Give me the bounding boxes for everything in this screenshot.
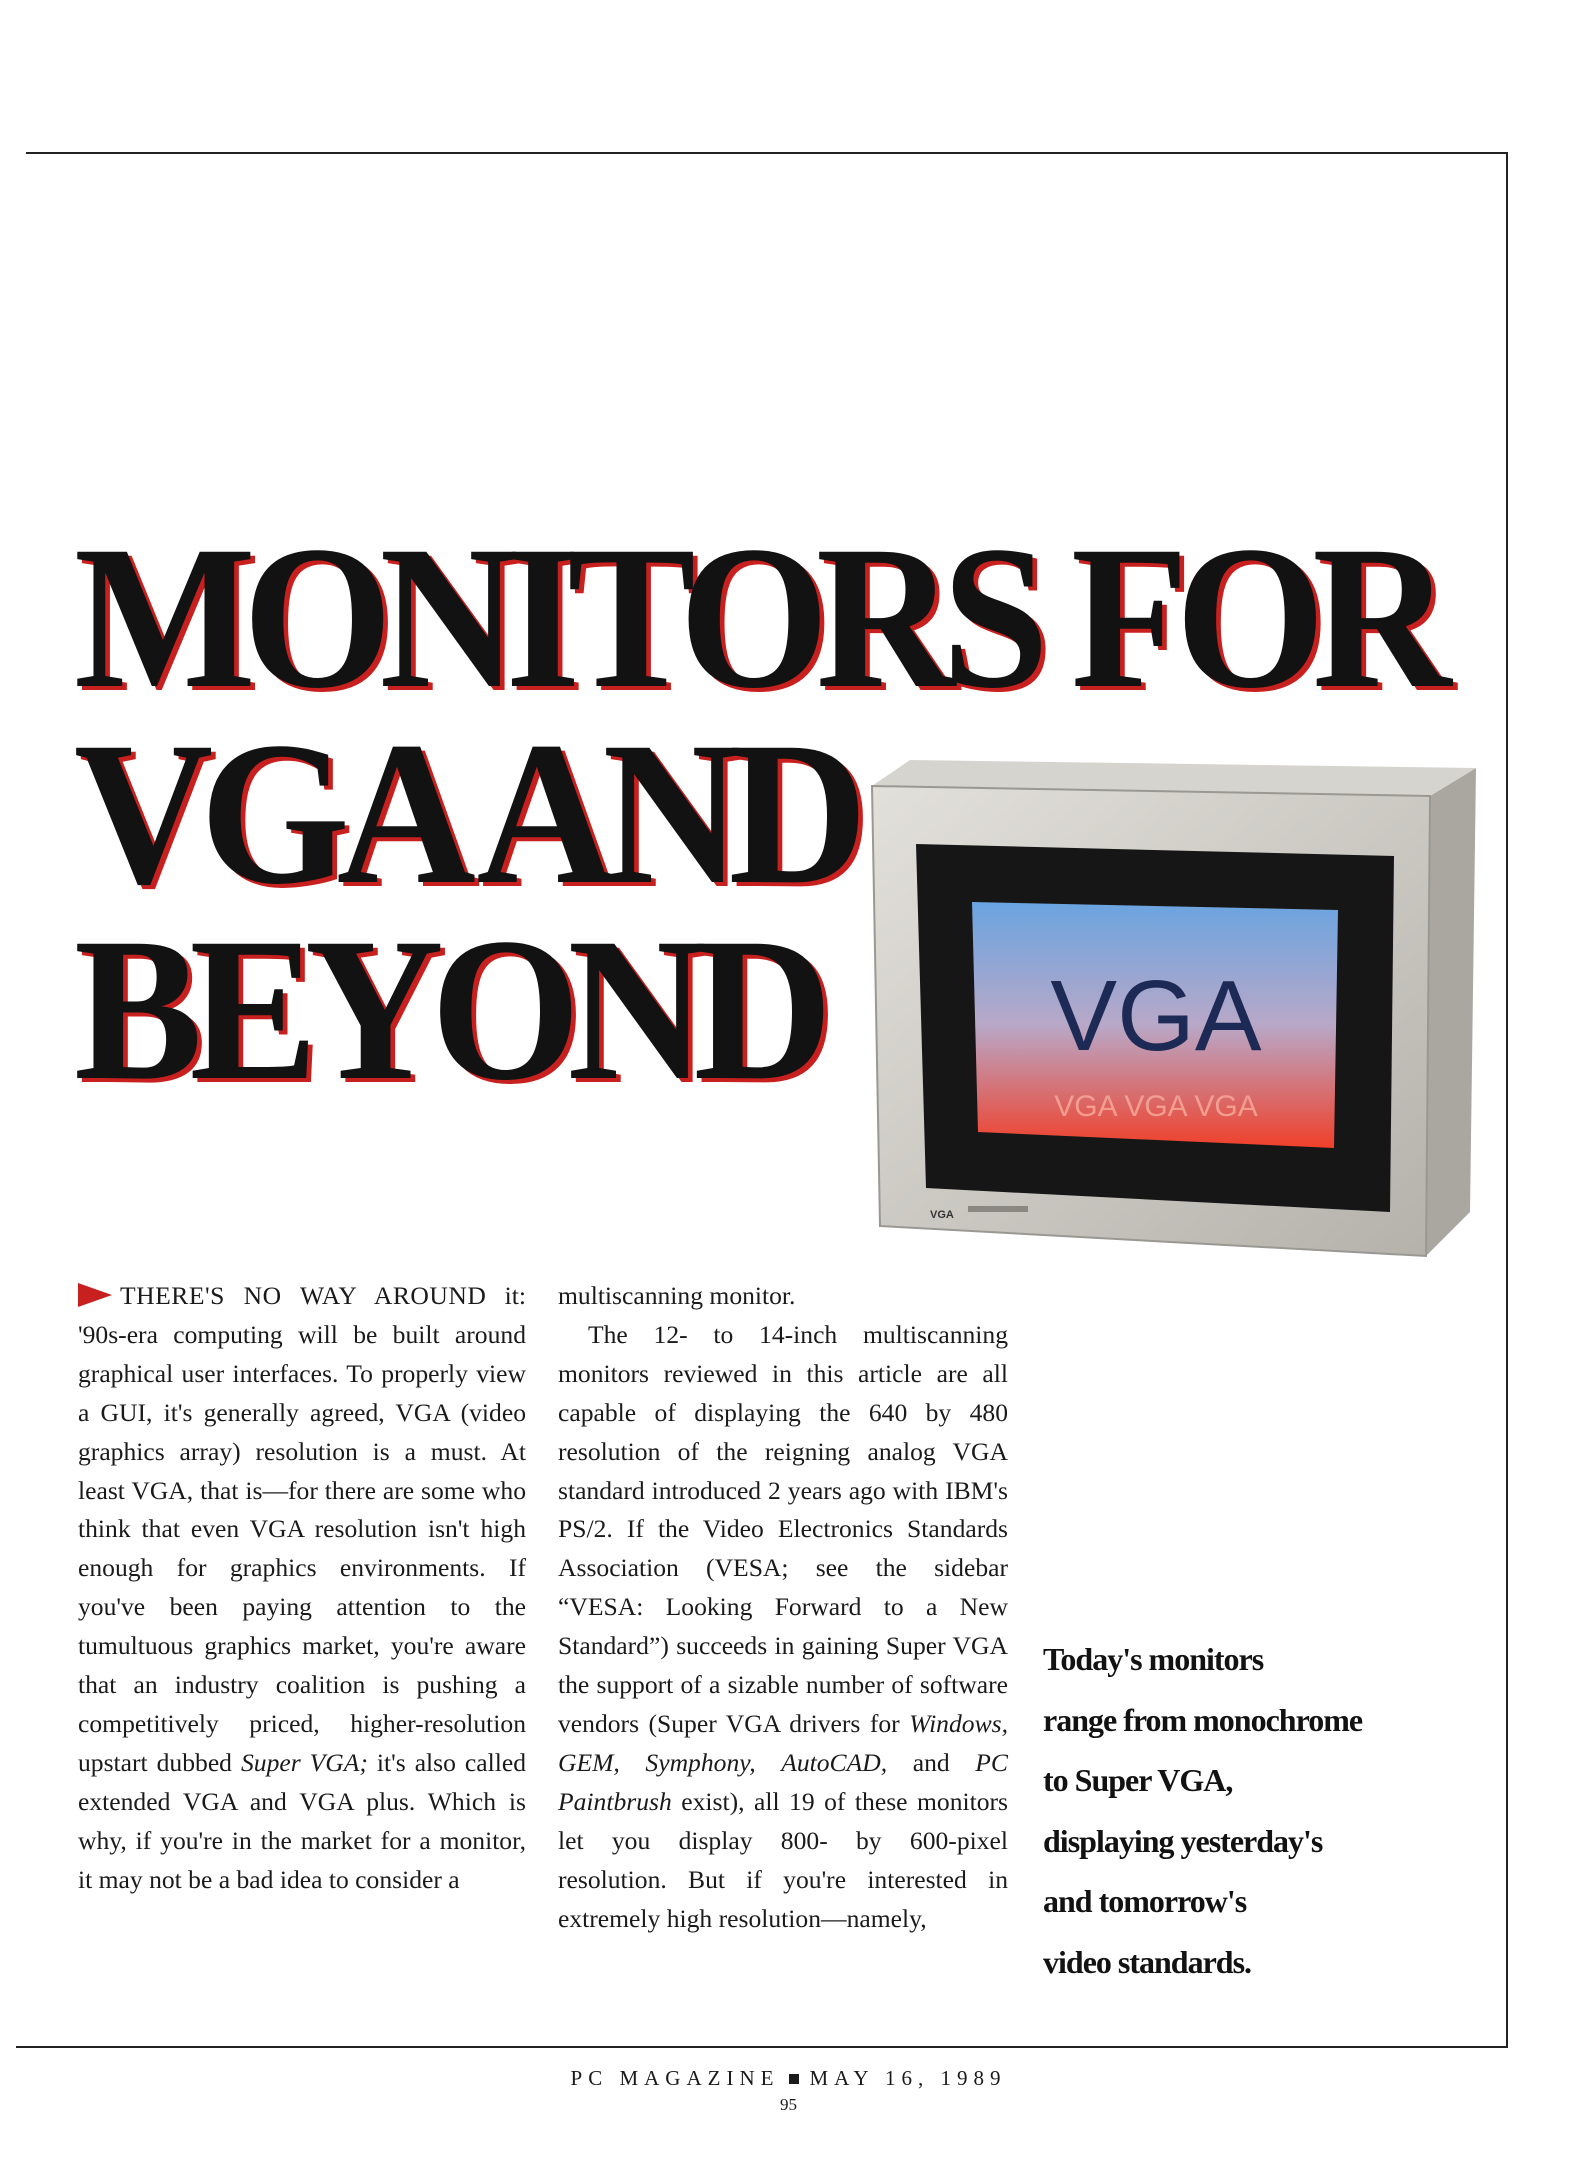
paragraph-text: it: '90s-era computing will be built around graphical user interfaces. To properly view a GUI, it's generally agreed, VGA (video graphics array) resolution is a must. At least VGA, that is—for there are some who think that even VGA resolution isn't high enough for graphics environments. If you've been paying attention to the tumultuous graphics market, you're aware that an industry coalition is pushing a competitively priced, higher-resolution upstart dubbed — [78, 1281, 526, 1777]
page-number: 95 — [780, 2095, 797, 2114]
italic-autocad: AutoCAD, — [781, 1747, 888, 1777]
magazine-name: PC MAGAZINE — [570, 2066, 780, 2090]
top-rule — [26, 152, 1508, 154]
pull-quote-line: video standards. — [1043, 1943, 1252, 1980]
issue-date: MAY 16, 1989 — [809, 2066, 1007, 2090]
lead-in-text: THERE'S NO WAY AROUND — [120, 1281, 487, 1310]
italic-gem: GEM, — [558, 1747, 620, 1777]
monitor-control-panel — [968, 1206, 1028, 1212]
pull-quote — [1043, 1629, 1463, 1992]
pull-quote-line: range from monochrome — [1043, 1701, 1363, 1738]
headline-line-3: BEYOND — [74, 896, 820, 1123]
headline-line-2: VGA AND — [74, 700, 855, 927]
italic-paintbrush: PC Paintbrush — [558, 1747, 1008, 1816]
paragraph-2a: The 12- to 14-inch multiscanning monitors reviewed in this article are all capable of displaying the 640 by 480 resolution of the reigning analog VGA standard introduced 2 years ago with IBM's PS/2. If the Video Electronics Standards Association (VESA; see the sidebar “VESA: Looking Forward to a New Standard”) succeeds in gaining Super VGA the support of a sizable number of software vendors (Super VGA drivers for — [558, 1319, 1008, 1738]
second-paragraph — [558, 1316, 1008, 1939]
footer-line — [0, 2066, 1577, 2091]
italic-windows: Windows, — [909, 1708, 1008, 1738]
pull-quote-line: displaying yesterday's — [1043, 1822, 1323, 1859]
bottom-rule — [16, 2046, 1508, 2048]
italic-super-vga: Super VGA; — [240, 1747, 368, 1777]
pull-quote-line: Today's monitors — [1043, 1641, 1264, 1677]
article-column-2 — [558, 1277, 1008, 1938]
pull-quote-line: to Super VGA, — [1043, 1762, 1233, 1798]
headline-line-1: MONITORS FOR — [74, 504, 1439, 731]
article-column-1 — [78, 1277, 526, 1900]
italic-symphony: Symphony, — [645, 1747, 756, 1777]
screen-vga-text: VGA — [1050, 960, 1262, 1072]
screen-subtext: VGA VGA VGA — [1054, 1090, 1258, 1123]
pull-quote-line: and tomorrow's — [1043, 1883, 1247, 1919]
paragraph-2b: exist), all 19 of these monitors let you display 800- by 600-pixel resolution. But if you're interested in extremely high resolution—namely, — [558, 1786, 1008, 1933]
lead-paragraph — [78, 1277, 526, 1900]
arrow-marker-icon — [78, 1283, 112, 1307]
separator-square-icon — [789, 2074, 799, 2084]
paragraph-text-2: it's also called extended VGA and VGA plus. Which is why, if you're in the market for a monitor, it may not be a bad idea to consider a — [78, 1747, 526, 1894]
monitor-case-side — [1426, 768, 1476, 1256]
and-word: and — [912, 1747, 950, 1777]
continuation-text: multiscanning monitor. — [558, 1281, 796, 1310]
monitor-brand-label: VGA — [930, 1209, 954, 1221]
monitor-photo — [870, 756, 1482, 1284]
page-footer — [0, 2066, 1577, 2115]
